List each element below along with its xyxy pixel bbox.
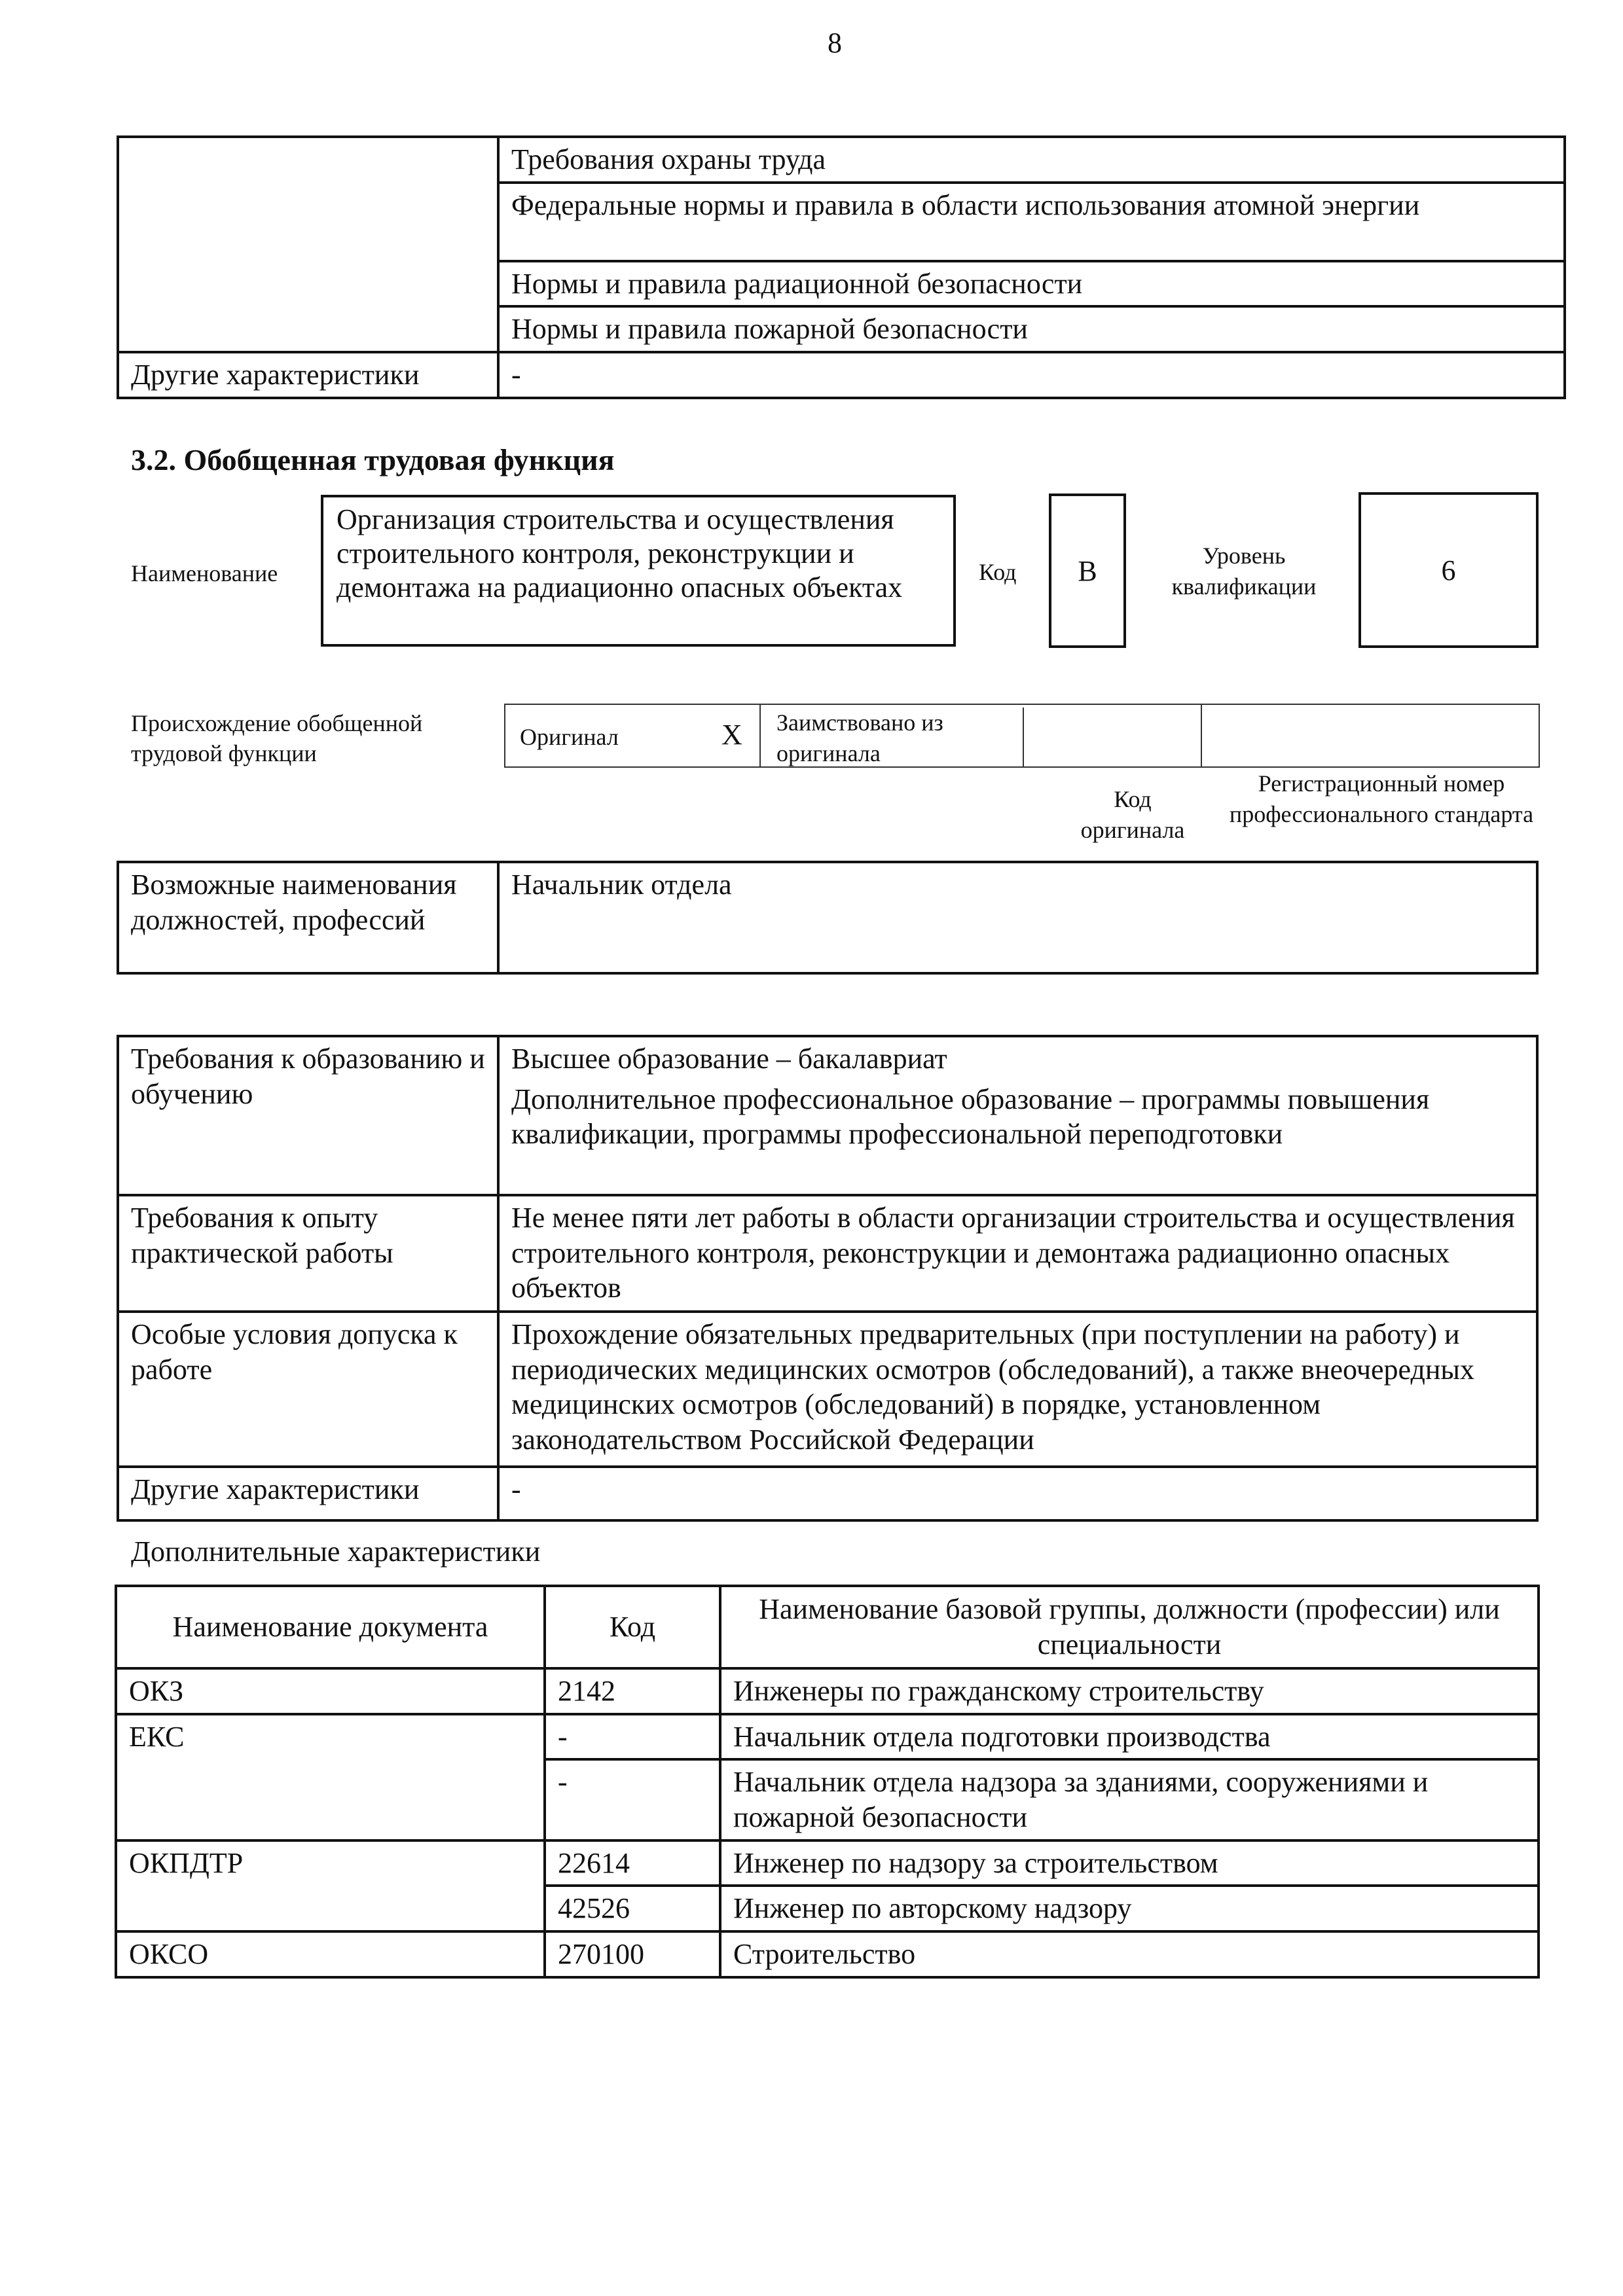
row-name: Начальник отдела подготовки производства (720, 1714, 1539, 1760)
row-name: Инженер по авторскому надзору (720, 1886, 1539, 1931)
row-name: Инженер по надзору за строительством (720, 1840, 1539, 1886)
positions-value: Начальник отдела (498, 862, 1537, 973)
page-number: 8 (828, 27, 842, 59)
row-code: 42526 (545, 1886, 720, 1931)
original-mark: X (721, 719, 742, 751)
requirement-label: Другие характеристики (118, 1467, 498, 1520)
requirement-value: Не менее пяти лет работы в области организации строительства и осуществления строительного контроля, реконструкции и демонтажа радиационно опасных объектов (498, 1195, 1537, 1312)
origin-row (504, 704, 1540, 768)
origin-label: Происхождение обобщенной трудовой функции (131, 710, 423, 767)
row-code: 2142 (545, 1668, 720, 1714)
top-table (117, 135, 1566, 399)
other-characteristics-value: - (498, 352, 1565, 398)
code-caption: Код оригинала (1080, 786, 1185, 843)
row-code: - (545, 1714, 720, 1760)
row-doc: ЕКС (116, 1714, 545, 1840)
requirement-label: Особые условия допуска к работе (118, 1312, 498, 1467)
row-code: 270100 (545, 1931, 720, 1977)
row-doc: ОКПДТР (116, 1840, 545, 1931)
requirement-label: Требования к опыту практической работы (118, 1195, 498, 1312)
top-table-row (498, 183, 1565, 261)
row-doc: ОКЗ (116, 1668, 545, 1714)
code-box (1049, 493, 1126, 648)
requirements-table (117, 1035, 1539, 1522)
row-doc: ОКСО (116, 1931, 545, 1977)
header-doc: Наименование документа (116, 1586, 545, 1668)
original-label: Оригинал (520, 724, 619, 750)
level-value: 6 (1441, 554, 1456, 586)
row-code: - (545, 1759, 720, 1840)
reg-caption: Регистрационный номер профессионального стандарта (1229, 770, 1534, 827)
requirement-value: Прохождение обязательных предварительных (при поступлении на работу) и периодических медицинских осмотров (обследований), а также внеочередных медицинских осмотров (обследований) в порядке, установленном законодательством Российской Федерации (498, 1312, 1537, 1467)
row-name: Начальник отдела надзора за зданиями, сооружениями и пожарной безопасности (720, 1759, 1539, 1840)
code-value: B (1078, 554, 1097, 587)
origin-original-cell (505, 705, 761, 766)
requirement-value: Высшее образование – бакалавриат (511, 1043, 947, 1075)
positions-label: Возможные наименования должностей, профессий (118, 862, 498, 973)
name-label: Наименование (131, 560, 278, 586)
origin-code-cell (1024, 705, 1202, 766)
additional-table (115, 1585, 1540, 1979)
additional-title: Дополнительные характеристики (131, 1535, 541, 1568)
function-name-box (321, 495, 956, 647)
row-name: Инженеры по гражданскому строительству (720, 1668, 1539, 1714)
level-label: Уровень квалификации (1171, 543, 1317, 600)
function-name: Организация строительства и осуществления строительного контроля, реконструкции и демонтажа на радиационно опасных объектах (337, 503, 903, 603)
origin-reg-cell (1201, 705, 1539, 766)
requirement-value: Дополнительное профессиональное образование – программы повышения квалификации, программы профессиональной переподготовки (511, 1083, 1430, 1151)
top-table-row-text: Федеральные нормы и правила в области использования атомной энергии (511, 188, 1420, 221)
top-table-row: Нормы и правила радиационной безопасности (498, 261, 1565, 307)
top-table-empty-cell (118, 137, 498, 352)
requirement-label: Требования к образованию и обучению (118, 1036, 498, 1195)
row-name: Строительство (720, 1931, 1539, 1977)
other-characteristics-label: Другие характеристики (118, 352, 498, 398)
code-label: Код (979, 559, 1017, 585)
top-table-row: Нормы и правила пожарной безопасности (498, 306, 1565, 352)
section-title: 3.2. Обобщенная трудовая функция (131, 443, 615, 476)
level-box (1359, 492, 1539, 648)
row-code: 22614 (545, 1840, 720, 1886)
header-name: Наименование базовой группы, должности (профессии) или специальности (720, 1586, 1539, 1668)
requirement-values (498, 1036, 1537, 1195)
top-table-row: Требования охраны труда (498, 137, 1565, 183)
borrowed-label: Заимствовано из оригинала (762, 708, 1024, 766)
positions-table (117, 861, 1539, 975)
requirement-value: - (498, 1467, 1537, 1520)
header-code: Код (545, 1586, 720, 1668)
